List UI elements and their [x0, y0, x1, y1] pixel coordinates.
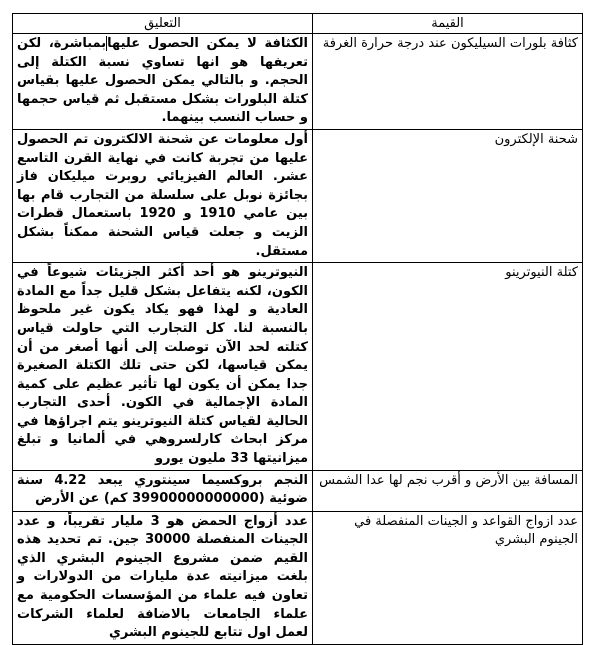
- table-row: [13, 470, 583, 511]
- value-cell: كتلة النيوترينو: [313, 263, 583, 471]
- comment-cell: النيوترينو هو أحد أكثر الجزيئات شيوعاً في الكون، لكنه يتفاعل بشكل قليل جداً مع المادة العادية و لهذا فهو يكاد يكون غير ملحوظ بالنسبة لنا. كل التجارب التي حاولت قياس كتلته لحد الآن توصلت إلى أنها أصغر من أن يمكن قياسها، لكن حتى تلك الكتلة الصغيرة جدا يمكن أن يكون لها تأثير عظيم على كمية المادة الإجمالية في الكون. أحدى التجارب الحالية لقياس كتلة النيوترينو يتم اجراؤها في مركز ابحاث كارلسروهي في ألمانيا و تبلغ ميزانيتها 33 مليون يورو: [13, 263, 313, 471]
- table-row: [13, 511, 583, 644]
- table-row: [13, 129, 583, 262]
- comment-text-before-cursor: الكثافة لا يمكن الحصول عليها: [107, 36, 309, 51]
- comment-text-after-cursor: بمباشرة، لكن تعريفها هو انها تساوي نسبة الكتلة إلى الحجم. و بالتالي يمكن الحصول عليها بقياس كتلة البلورات بشكل مستقبل ثم قياس حجمها و حساب النسب بينهما.: [17, 36, 308, 126]
- table-row: [13, 34, 583, 130]
- value-cell: عدد ازواج القواعد و الجينات المنفصلة في الجينوم البشري: [313, 511, 583, 644]
- values-table: [12, 13, 583, 645]
- table-row: [13, 263, 583, 471]
- header-row: [13, 14, 583, 34]
- comment-cell: عدد أزواج الحمض هو 3 مليار تقريباً، و عدد الجينات المنفصلة 30000 جين. تم تحديد هذه القيم ضمن مشروع الجينوم البشري الذي بلغت ميزانيته عدة مليارات من الدولارات و تعاون فيه علماء من المؤسسات الحكومية مع علماء الجامعات بالاضافة لعلماء الشركات لعمل اول تتابع للجينوم البشري: [13, 511, 313, 644]
- value-cell: شحنة الإلكترون: [313, 129, 583, 262]
- comment-cell: أول معلومات عن شحنة الالكترون تم الحصول عليها من تجربة كانت في نهاية القرن التاسع عشر. العالم الفيزيائي روبرت ميليكان فاز بجائزة نوبل على سلسلة من التجارب قام بها بين عامي 1910 و 1920 باستعمال قطرات الزيت و جعلت قياس الشحنة ممكناً بشكل مستقل.: [13, 129, 313, 262]
- comment-cell: النجم بروكسيما سينتوري يبعد 4.22 سنة ضوئية (39900000000000 كم) عن الأرض: [13, 470, 313, 511]
- header-comment: التعليق: [13, 14, 313, 34]
- comment-cell[interactable]: [13, 34, 313, 130]
- header-value: القيمة: [313, 14, 583, 34]
- value-cell: المسافة بين الأرض و أقرب نجم لها عدا الشمس: [313, 470, 583, 511]
- value-cell: كثافة بلورات السيليكون عند درجة حرارة الغرفة: [313, 34, 583, 130]
